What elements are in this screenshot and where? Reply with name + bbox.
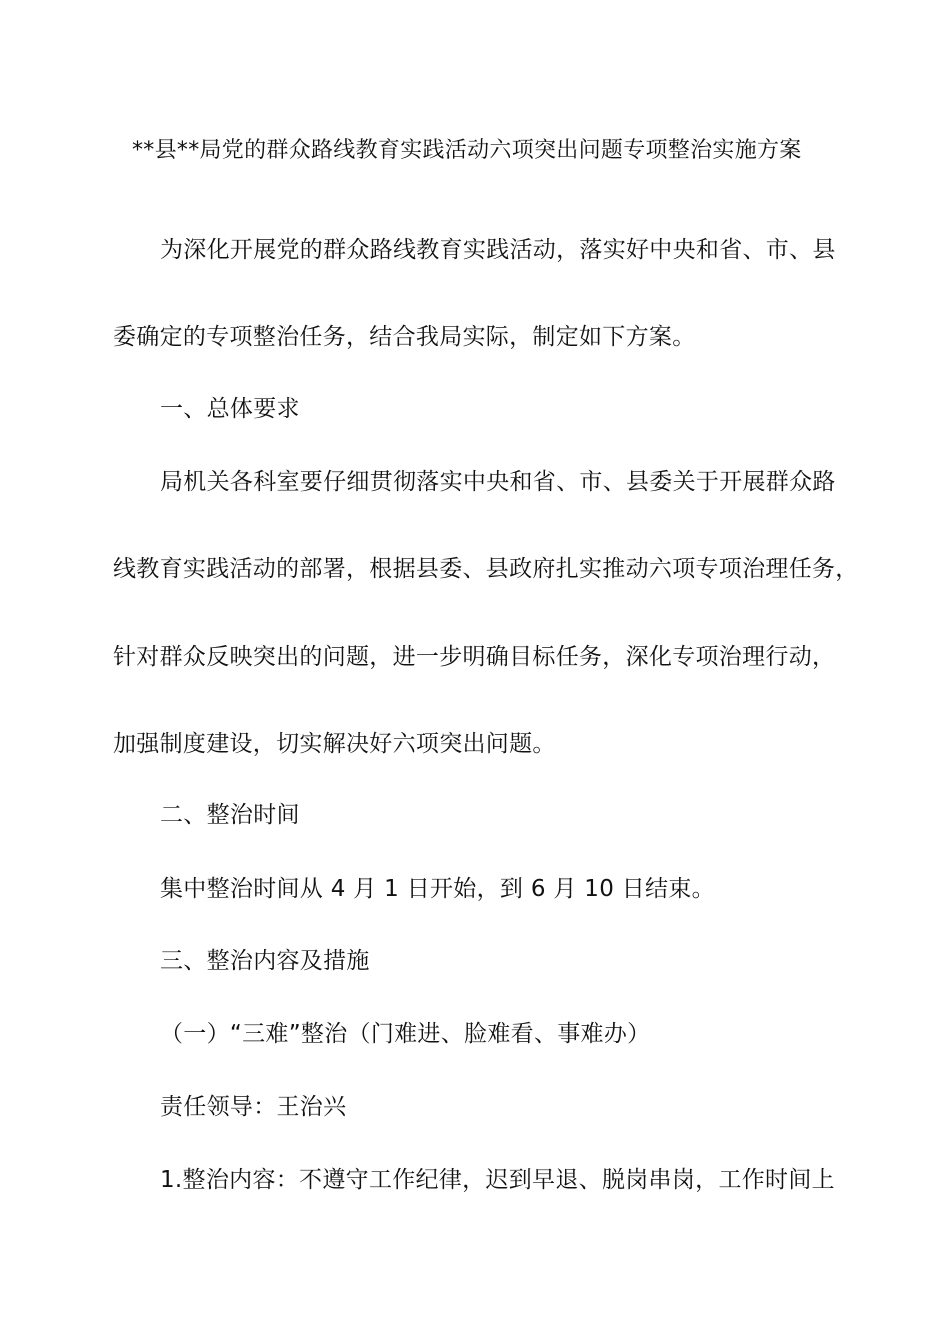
intro-paragraph-line-1: 为深化开展党的群众路线教育实践活动，落实好中央和省、市、县 xyxy=(160,237,836,263)
subsection-heading-three-difficulties: （一）“三难”整治（门难进、脸难看、事难办） xyxy=(160,1021,651,1047)
requirements-paragraph-line-2: 线教育实践活动的部署，根据县委、县政府扎实推动六项专项治理任务， xyxy=(113,556,859,582)
responsible-leader-line: 责任领导：王治兴 xyxy=(160,1094,347,1120)
section-heading-general-requirements: 一、总体要求 xyxy=(160,396,300,422)
requirements-paragraph-line-4: 加强制度建设，切实解决好六项突出问题。 xyxy=(113,731,556,757)
section-heading-rectification-time: 二、整治时间 xyxy=(160,802,300,828)
document-title: **县**局党的群众路线教育实践活动六项突出问题专项整治实施方案 xyxy=(132,138,802,163)
requirements-paragraph-line-3: 针对群众反映突出的问题，进一步明确目标任务，深化专项治理行动， xyxy=(113,644,836,670)
rectification-time-paragraph: 集中整治时间从 4 月 1 日开始，到 6 月 10 日结束。 xyxy=(160,876,715,902)
requirements-paragraph-line-1: 局机关各科室要仔细贯彻落实中央和省、市、县委关于开展群众路 xyxy=(160,469,836,495)
section-heading-content-and-measures: 三、整治内容及措施 xyxy=(160,948,370,974)
intro-paragraph-line-2: 委确定的专项整治任务，结合我局实际，制定如下方案。 xyxy=(113,324,696,350)
rectification-content-line: 1.整治内容：不遵守工作纪律，迟到早退、脱岗串岗，工作时间上 xyxy=(160,1167,835,1193)
